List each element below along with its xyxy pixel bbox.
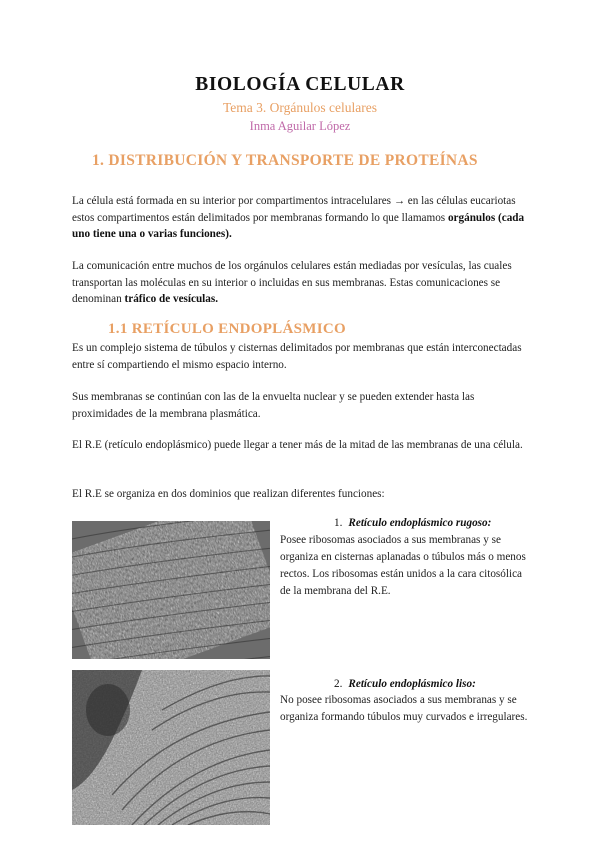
paragraph-text: La célula está formada en su interior por compartimentos intracelulares → en las células eucariotas estos compartimentos están delimitados por membranas formando lo que llamamos — [72, 195, 516, 224]
paragraph-vesicle-traffic — [72, 258, 530, 308]
document-title: BIOLOGÍA CELULAR — [195, 74, 405, 95]
paragraph-bold-text: tráfico de vesículas. — [124, 293, 219, 305]
section-heading-1-1: 1.1 RETÍCULO ENDOPLÁSMICO — [108, 321, 346, 337]
paragraph-text: La comunicación entre muchos de los orgánulos celulares están mediadas por vesículas, las cuales transportan las moléculas en su interior o incluidas en sus membranas. Estas comunicaciones se denominan — [72, 260, 512, 305]
rough-er-title: Retículo endoplásmico rugoso: — [348, 517, 492, 529]
smooth-er-description: No posee ribosomas asociados a sus membranas y se organiza formando túbulos muy curvados e irregulares. — [280, 694, 528, 723]
smooth-er-title: Retículo endoplásmico liso: — [348, 678, 476, 690]
paragraph-er-definition: Es un complejo sistema de túbulos y cisternas delimitados por membranas que están interconectadas entre sí compartiendo el mismo espacio interno. — [72, 342, 522, 371]
document-subtitle: Tema 3. Orgánulos celulares — [222, 100, 377, 115]
rough-er-micrograph — [72, 521, 270, 659]
list-number: 2. — [334, 678, 343, 690]
document-author: Inma Aguilar López — [249, 119, 351, 133]
rough-er-heading — [334, 517, 491, 529]
paragraph-bold-text: orgánulos (cada uno tiene una o varias funciones). — [72, 211, 525, 240]
smooth-er-heading — [334, 678, 476, 690]
section-heading-1: 1. DISTRIBUCIÓN Y TRANSPORTE DE PROTEÍNAS — [92, 152, 478, 169]
rough-er-micrograph-image — [72, 521, 270, 659]
smooth-er-micrograph-image — [72, 670, 270, 825]
smooth-er-micrograph — [72, 670, 270, 825]
paragraph-er-abbreviation: El R.E (retículo endoplásmico) puede llegar a tener más de la mitad de las membranas de una célula. — [72, 439, 523, 451]
paragraph-er-membranes: Sus membranas se continúan con las de la envuelta nuclear y se pueden extender hasta las proximidades de la membrana plasmática. — [72, 391, 475, 420]
list-number: 1. — [334, 517, 343, 529]
paragraph-cell-compartments — [72, 193, 530, 243]
paragraph-er-domains: El R.E se organiza en dos dominios que realizan diferentes funciones: — [72, 488, 385, 500]
rough-er-description: Posee ribosomas asociados a sus membranas y se organiza en cisternas aplanadas o túbulos más o menos rectos. Los ribosomas están unidos a la cara citosólica de la membrana del R.E. — [280, 534, 526, 597]
